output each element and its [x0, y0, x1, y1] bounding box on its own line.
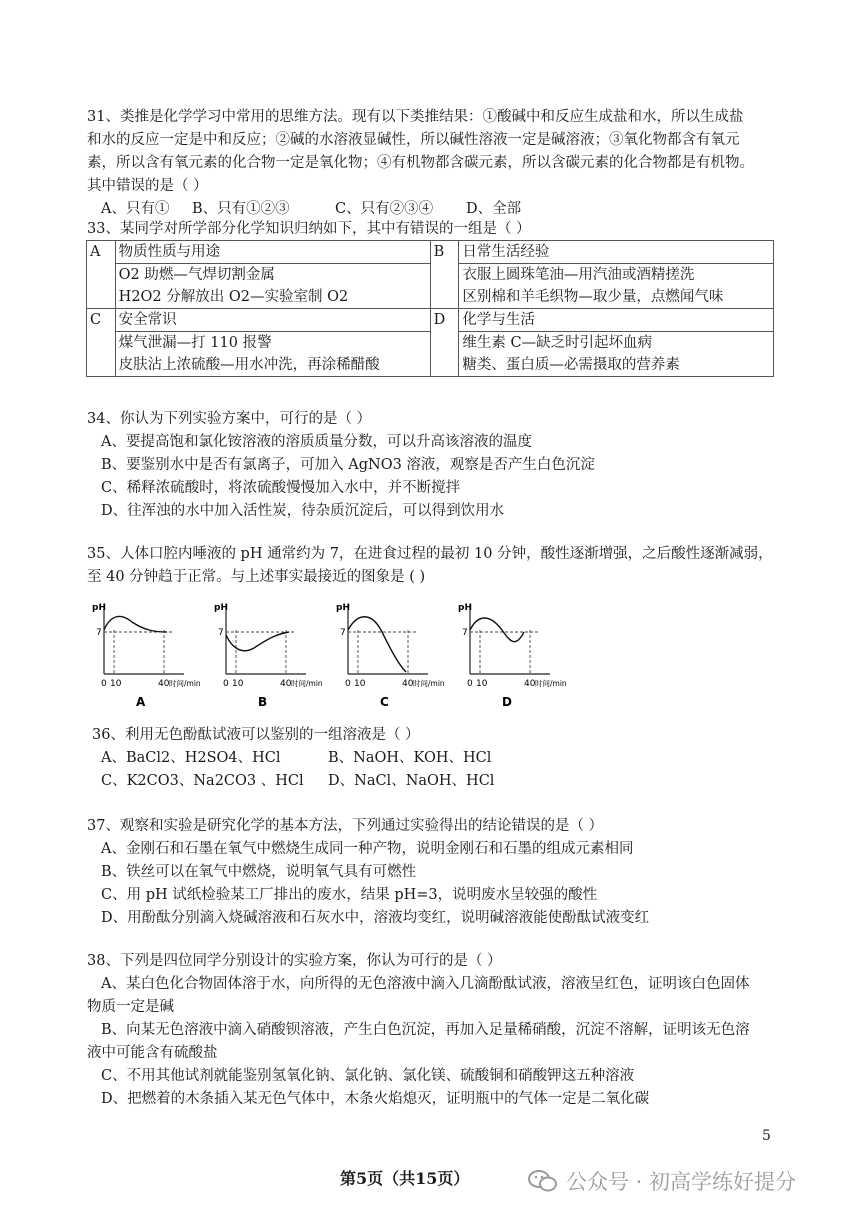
tick-7: 7	[340, 628, 346, 638]
ph-curve	[104, 616, 167, 632]
q31-line-2: 和水的反应一定是中和反应；②碱的水溶液显碱性，所以碱性溶液一定是碱溶液；③氧化物都含有氧元	[87, 132, 740, 148]
tick-40: 40	[524, 679, 536, 689]
cell-title-c: 安全常识	[115, 309, 430, 332]
x-axis-label: 时间/min	[413, 679, 445, 688]
item-c-1: 煤气泄漏—打 110 报警	[118, 335, 272, 351]
q38-line-1: A、某白色化合物固体溶于水，向所得的无色溶液中滴入几滴酚酞试液，溶液呈红色，证明该白色固体	[101, 976, 750, 992]
cell-label-a: A	[87, 241, 116, 309]
graph-letter: C	[380, 695, 389, 709]
x-axis-label: 时间/min	[291, 679, 323, 688]
page-footer: 第5页（共15页）	[340, 1169, 470, 1188]
q31-line-1: 31、类推是化学学习中常用的思维方法。现有以下类推结果：①酸碱中和反应生成盐和水，所以生成盐	[87, 109, 744, 125]
tick-10: 10	[354, 679, 366, 689]
tick-40: 40	[402, 679, 414, 689]
graph-letter: D	[502, 695, 512, 709]
graph-a	[92, 603, 201, 709]
q38-line-5: C、不用其他试剂就能鉴别氢氧化钠、氯化钠、氯化镁、硫酸铜和硝酸钾这五种溶液	[101, 1068, 635, 1084]
ph-curve	[470, 618, 524, 642]
q37-option-c: C、用 pH 试纸检验某工厂排出的废水，结果 pH=3，说明废水呈较强的酸性	[101, 887, 598, 903]
item-b-1: 衣服上圆珠笔油—用汽油或酒精搓洗	[462, 267, 695, 283]
tick-0: 0	[345, 679, 351, 689]
y-axis-label: pH	[336, 603, 350, 613]
q36-option-c: C、K2CO3、Na2CO3 、HCl	[101, 773, 304, 789]
item-b-2: 区别棉和羊毛织物—取少量，点燃闻气味	[462, 289, 724, 305]
tick-7: 7	[218, 628, 224, 638]
tick-10: 10	[476, 679, 488, 689]
q34-option-c: C、稀释浓硫酸时，将浓硫酸慢慢加入水中，并不断搅拌	[101, 480, 461, 496]
graph-c	[336, 603, 445, 709]
graph-b	[214, 603, 323, 709]
watermark-text: 公众号 · 初高学练好提分	[566, 1170, 797, 1194]
q31-option-c: C、只有②③④	[335, 201, 434, 217]
graph-letter: A	[136, 695, 146, 709]
tick-40: 40	[280, 679, 292, 689]
y-axis-label: pH	[92, 603, 106, 613]
q38-line-6: D、把燃着的木条插入某无色气体中，木条火焰熄灭，证明瓶中的气体一定是二氧化碳	[101, 1091, 650, 1107]
x-axis-label: 时间/min	[535, 679, 567, 688]
tick-0: 0	[467, 679, 473, 689]
item-d-2: 糖类、蛋白质—必需摄取的营养素	[462, 357, 680, 373]
q37-option-b: B、铁丝可以在氧气中燃烧，说明氧气具有可燃性	[101, 864, 417, 880]
q34-stem: 34、你认为下列实验方案中，可行的是（ ）	[87, 411, 372, 427]
q34-option-a: A、要提高饱和氯化铵溶液的溶质质量分数，可以升高该溶液的温度	[101, 434, 532, 450]
ph-graphs	[92, 600, 567, 720]
knowledge-table	[86, 240, 774, 377]
y-axis-label: pH	[458, 603, 472, 613]
item-d-1: 维生素 C—缺乏时引起坏血病	[462, 335, 653, 351]
q36-stem: 36、利用无色酚酞试液可以鉴别的一组溶液是（ ）	[92, 727, 420, 743]
tick-40: 40	[158, 679, 170, 689]
q33-stem: 33、某同学对所学部分化学知识归纳如下，其中有错误的一组是（ ）	[87, 221, 531, 237]
x-axis-label: 时间/min	[169, 679, 201, 688]
tick-0: 0	[223, 679, 229, 689]
q38-line-2: 物质一定是碱	[87, 999, 174, 1015]
q36-option-d: D、NaCl、NaOH、HCl	[328, 773, 495, 789]
cell-label-d: D	[430, 309, 459, 377]
wechat-icon	[528, 1169, 558, 1193]
q31-line-4: 其中错误的是（ ）	[87, 178, 208, 194]
ph-curve	[226, 632, 289, 651]
q37-option-a: A、金刚石和石墨在氧气中燃烧生成同一种产物，说明金刚石和石墨的组成元素相同	[101, 841, 634, 857]
q31-line-3: 素，所以含有氧元素的化合物一定是氧化物；④有机物都含碳元素，所以含碳元素的化合物都是有机物。	[87, 155, 754, 171]
tick-0: 0	[101, 679, 107, 689]
q31-option-d: D、全部	[466, 201, 522, 217]
cell-items-c	[115, 332, 430, 377]
tick-10: 10	[110, 679, 122, 689]
cell-title-d: 化学与生活	[459, 309, 774, 332]
q37-option-d: D、用酚酞分别滴入烧碱溶液和石灰水中，溶液均变红，说明碱溶液能使酚酞试液变红	[101, 910, 650, 926]
q38-line-4: 液中可能含有硫酸盐	[87, 1045, 218, 1061]
ph-curve	[348, 617, 406, 672]
item-a-2: H2O2 分解放出 O2—实验室制 O2	[118, 289, 349, 305]
wechat-watermark	[528, 1166, 796, 1196]
q34-option-b: B、要鉴别水中是否有氯离子，可加入 AgNO3 溶液，观察是否产生白色沉淀	[101, 457, 595, 473]
q36-option-a: A、BaCl2、H2SO4、HCl	[101, 750, 281, 766]
tick-10: 10	[232, 679, 244, 689]
y-axis-label: pH	[214, 603, 228, 613]
cell-items-b	[459, 264, 774, 309]
item-c-2: 皮肤沾上浓硫酸—用水冲洗，再涂稀醋酸	[118, 357, 380, 373]
page-number: 5	[762, 1128, 771, 1144]
item-a-1: O2 助燃—气焊切割金属	[118, 267, 275, 283]
q36-option-b: B、NaOH、KOH、HCl	[328, 750, 492, 766]
graph-d	[458, 603, 567, 709]
q35-line-1: 35、人体口腔内唾液的 pH 通常约为 7，在进食过程的最初 10 分钟，酸性逐渐增强，之后酸性逐渐减弱，	[87, 546, 773, 562]
tick-7: 7	[96, 628, 102, 638]
q38-stem: 38、下列是四位同学分别设计的实验方案，你认为可行的是（ ）	[87, 953, 502, 969]
q38-line-3: B、向某无色溶液中滴入硝酸钡溶液，产生白色沉淀，再加入足量稀硝酸，沉淀不溶解，证明该无色溶	[101, 1022, 750, 1038]
q35-line-2: 至 40 分钟趋于正常。与上述事实最接近的图象是 ( )	[87, 569, 426, 585]
cell-label-b: B	[430, 241, 459, 309]
cell-label-c: C	[87, 309, 116, 377]
tick-7: 7	[462, 628, 468, 638]
cell-title-a: 物质性质与用途	[115, 241, 430, 264]
cell-items-d	[459, 332, 774, 377]
graph-letter: B	[258, 695, 268, 709]
q31-option-a: A、只有①	[101, 201, 170, 217]
q31-option-b: B、只有①②③	[192, 201, 290, 217]
cell-items-a	[115, 264, 430, 309]
q37-stem: 37、观察和实验是研究化学的基本方法，下列通过实验得出的结论错误的是（ ）	[87, 818, 604, 834]
cell-title-b: 日常生活经验	[459, 241, 774, 264]
q34-option-d: D、往浑浊的水中加入活性炭，待杂质沉淀后，可以得到饮用水	[101, 503, 505, 519]
